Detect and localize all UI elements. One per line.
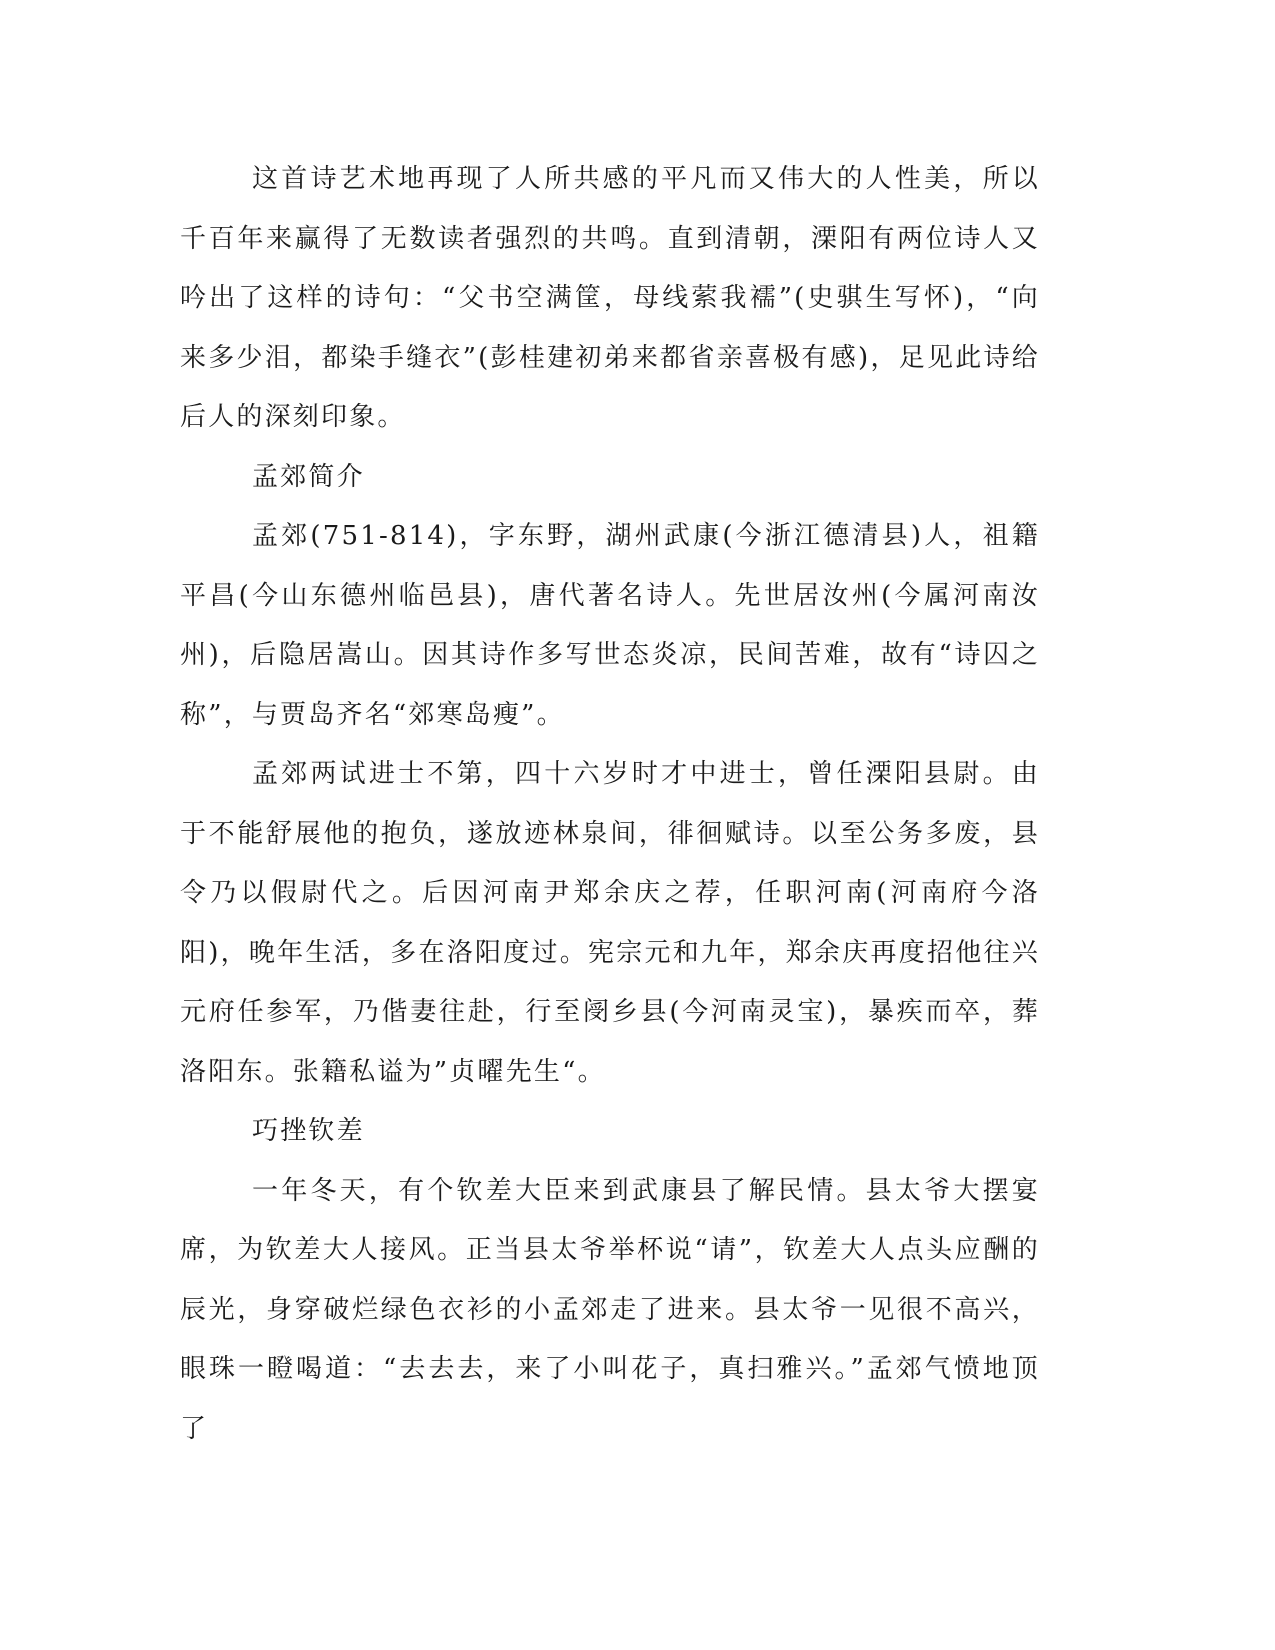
heading-mengjiao-intro: 孟郊简介	[252, 461, 365, 492]
paragraph-poem-appreciation: 这首诗艺术地再现了人所共感的平凡而又伟大的人性美，所以千百年来赢得了无数读者强烈的共鸣。直到清朝，溧阳有两位诗人又吟出了这样的诗句：“父书空满筐，母线萦我襦”(史骐生写怀)，“向来多少泪，都染手缝衣”(彭桂建初弟来都省亲喜极有感)，足见此诗给后人的深刻印象。	[180, 164, 1040, 432]
paragraph-mengjiao-career: 孟郊两试进士不第，四十六岁时才中进士，曾任溧阳县尉。由于不能舒展他的抱负，遂放迹林泉间，徘徊赋诗。以至公务多废，县令乃以假尉代之。后因河南尹郑余庆之荐，任职河南(河南府今洛阳)，晚年生活，多在洛阳度过。宪宗元和九年，郑余庆再度招他往兴元府任参军，乃偕妻往赴，行至阌乡县(今河南灵宝)，暴疾而卒，葬洛阳东。张籍私谥为”贞曜先生“。	[180, 759, 1040, 1087]
paragraph-story-text: 一年冬天，有个钦差大臣来到武康县了解民情。县太爷大摆宴席，为钦差大人接风。正当县太爷举杯说“请”，钦差大人点头应酬的辰光，身穿破烂绿色衣衫的小孟郊走了进来。县太爷一见很不高兴，眼珠一瞪喝道：“去去去，来了小叫花子，真扫雅兴。”孟郊气愤地顶了	[180, 1175, 1040, 1444]
heading-story-title: 巧挫钦差	[252, 1116, 365, 1146]
paragraph-mengjiao-bio: 孟郊(751-814)，字东野，湖州武康(今浙江德清县)人，祖籍平昌(今山东德州临邑县)，唐代著名诗人。先世居汝州(今属河南汝州)，后隐居嵩山。因其诗作多写世态炎凉，民间苦难，故有“诗囚之称”，与贾岛齐名“郊寒岛瘦”。	[180, 521, 1040, 730]
document-body	[180, 150, 1040, 1459]
